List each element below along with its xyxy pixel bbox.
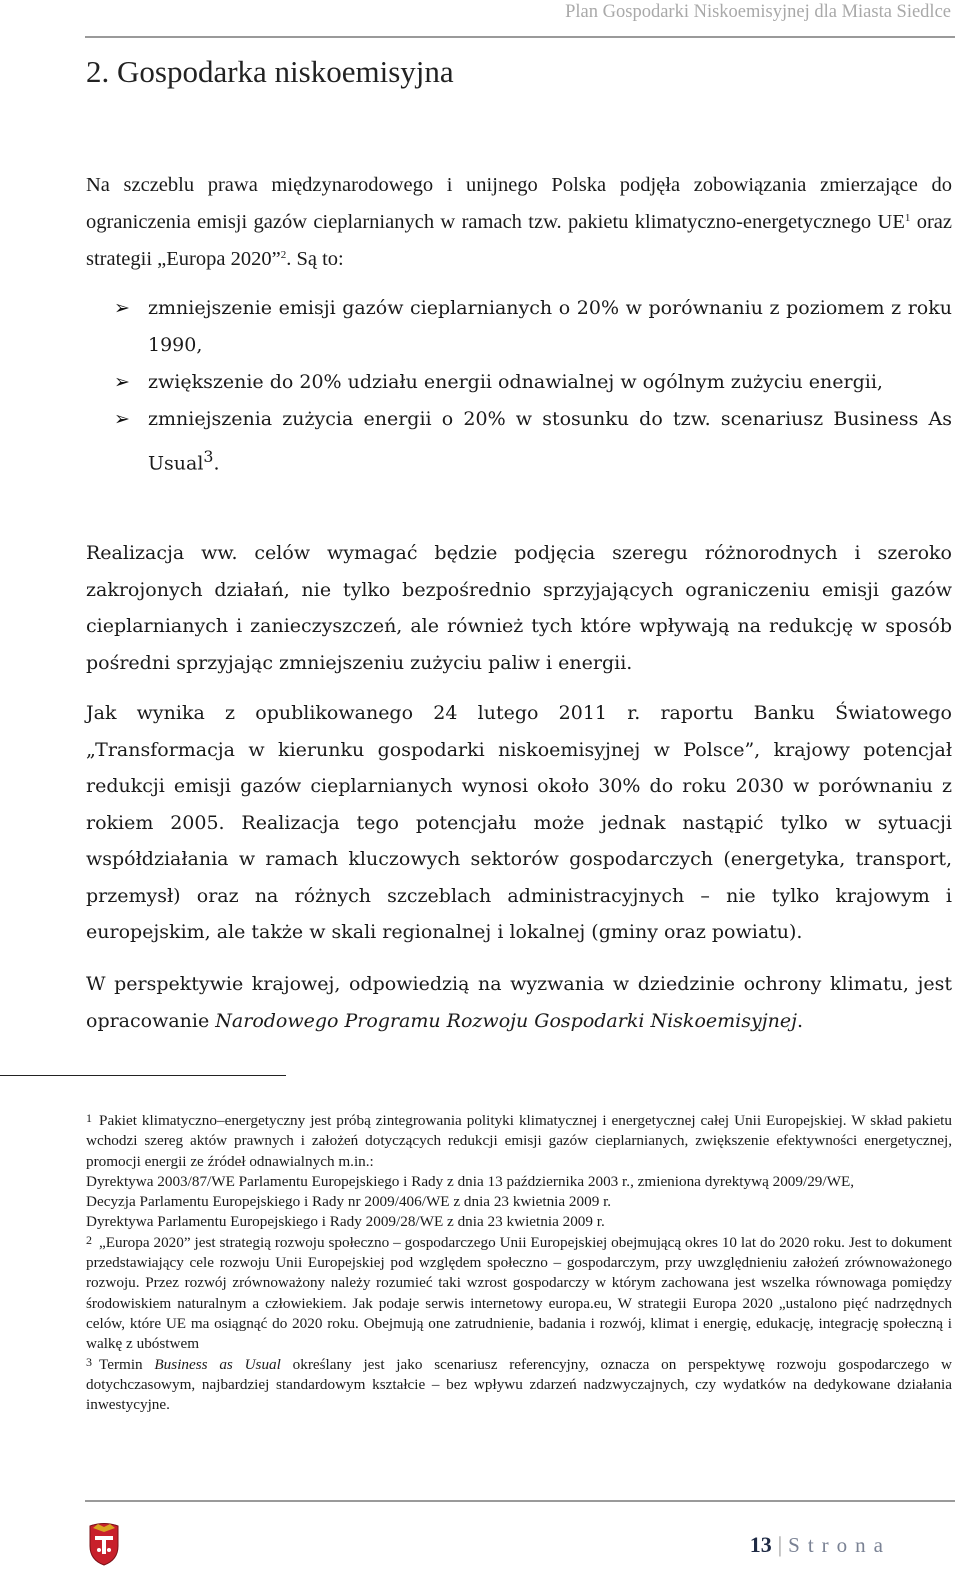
body-paragraph-1: Realizacja ww. celów wymagać będzie podjęcia szeregu różnorodnych i szeroko zakrojonych działań, nie tylko bezpośrednio sprzyjających ograniczeniu emisji gazów cieplarnianych i zanieczyszczeń, ale również tych które wpływają na redukcję w sposób pośredni sprzyjając zmniejszeniu zużyciu paliw i energii. (86, 542, 952, 674)
footnote-3-number: 3 (86, 1354, 92, 1369)
page-number-separator: | (777, 1532, 783, 1557)
footnote-1-line-2: Decyzja Parlamentu Europejskiego i Rady nr 2009/406/WE z dnia 23 kwietnia 2009 r. (86, 1193, 612, 1211)
running-title: Plan Gospodarki Niskoemisyjnej dla Miasta Siedlce (565, 2, 951, 22)
list-item-text: zmniejszenia zużycia energii o 20% w stosunku do tzw. scenariusz Business As Usual (148, 408, 952, 475)
list-item-text: zmniejszenie emisji gazów cieplarnianych o 20% w porównaniu z poziomem z roku 1990, (148, 297, 952, 356)
page-footer (85, 1500, 955, 1572)
page-word: Strona (788, 1533, 891, 1557)
footnote-1-line-3: Dyrektywa Parlamentu Europejskiego i Rady 2009/28/WE z dnia 23 kwietnia 2009 r. (86, 1213, 605, 1231)
footnote-3-text-b: określany jest jako scenariusz referencyjny, oznacza on perspektywę rozwoju gospodarczego w dotychczasowym, najbardziej standardowym kształcie – bez wpływu zdarzeń nadzwyczajnych, czy wydatków na dedykowane działania inwestycyjne. (86, 1355, 952, 1414)
footnote-3 (86, 1355, 952, 1416)
list-item (86, 290, 952, 364)
footnote-separator (0, 1075, 286, 1076)
section-heading: 2. Gospodarka niskoemisyjna (86, 54, 454, 89)
arrow-bullet-icon: ➢ (114, 371, 130, 393)
footnote-2 (86, 1233, 952, 1355)
body-paragraph-3 (86, 966, 952, 1039)
footnote-ref-1[interactable]: 1 (904, 212, 911, 224)
footnote-1-number: 1 (86, 1111, 92, 1125)
footnote-ref-3[interactable]: 3 (203, 447, 214, 466)
footnote-2-number: 2 (86, 1232, 92, 1247)
list-item-text: zwiększenie do 20% udziału energii odnawialnej w ogólnym zużyciu energii, (148, 371, 883, 393)
arrow-bullet-icon: ➢ (114, 297, 130, 319)
list-item (86, 401, 952, 482)
footnote-1-text: Pakiet klimatyczno–energetyczny jest próbą zintegrowania polityki klimatycznej i energetycznej całej Unii Europejskiej. W skład pakietu wchodzi szereg aktów prawnych i założeń dotyczących redukcji emisji gazów cieplarnianych, zwiększenie efektywności energetycznej, promocji energii ze źródeł odnawialnych m.in.: (86, 1112, 952, 1170)
footnote-3-text-a: Termin (99, 1355, 155, 1373)
intro-text-b: oraz strategii „Europa 2020” (86, 211, 952, 270)
intro-text-c: . Są to: (286, 248, 344, 270)
city-coat-of-arms-icon (87, 1520, 121, 1566)
footnote-1-line-1: Dyrektywa 2003/87/WE Parlamentu Europejskiego i Rady z dnia 13 października 2003 r., zmieniona dyrektywą 2009/29/WE, (86, 1172, 855, 1190)
program-name: Narodowego Programu Rozwoju Gospodarki Niskoemisyjnej (215, 1009, 797, 1032)
running-header (85, 0, 955, 38)
paragraph-3-text-a: W perspektywie krajowej, odpowiedzią na wyzwania w dziedzinie ochrony klimatu, jest opracowanie (86, 973, 952, 1032)
body-paragraph-2: Jak wynika z opublikowanego 24 lutego 2011 r. raportu Banku Światowego „Transformacja w kierunku gospodarki niskoemisyjnej w Polsce”, krajowy potencjał redukcji emisji gazów cieplarnianych wynosi około 30% do roku 2030 w porównaniu z rokiem 2005. Realizacja tego potencjału może jednak nastąpić tylko w sytuacji współdziałania w ramach kluczowych sektorów gospodarczych (energetyka, transport, przemysł) oraz na różnych szczeblach administracyjnych – nie tylko krajowym i europejskim, ale także w skali regionalnej i lokalnej (gminy oraz powiatu). (86, 702, 952, 943)
footnote-3-term: Business as Usual (154, 1355, 281, 1373)
footnote-1 (86, 1111, 952, 1172)
footnotes (86, 1111, 952, 1415)
list-item (86, 364, 952, 401)
intro-paragraph (86, 167, 952, 278)
intro-text-a: Na szczeblu prawa międzynarodowego i unijnego Polska podjęła zobowiązania zmierzające do ograniczenia emisji gazów cieplarnianych w ramach tzw. pakietu klimatyczno-energetycznego UE (86, 174, 952, 233)
arrow-bullet-icon: ➢ (114, 408, 130, 430)
footnote-2-text: „Europa 2020” jest strategią rozwoju społeczno – gospodarczego Unii Europejskiej obejmującą okres 10 lat do 2020 roku. Jest to dokument przedstawiający cele rozwoju Unii Europejskiej pod względem społeczno – gospodarczym, przy uwzględnieniu założeń zrównoważonego rozwoju. Przez rozwój zrównoważony należy rozumieć taki wzrost gospodarczy w którym zachowana jest wszelka równowaga pomiędzy środowiskiem naturalnym a człowiekiem. Jak podaje serwis internetowy europa.eu, W strategii Europa 2020 „ustalono pięć nadrzędnych celów, które UE ma osiągnąć do 2020 roku. Obejmują one zatrudnienie, badania i rozwój, klimat i energię, edukację, integrację społeczną i walkę z ubóstwem (86, 1233, 952, 1353)
page-number (750, 1532, 891, 1558)
goals-list (86, 290, 952, 482)
footnote-ref-2[interactable]: 2 (280, 249, 287, 261)
page-number-value: 13 (749, 1532, 772, 1557)
list-item-end: . (213, 452, 220, 475)
paragraph-3-text-b: . (796, 1009, 804, 1032)
